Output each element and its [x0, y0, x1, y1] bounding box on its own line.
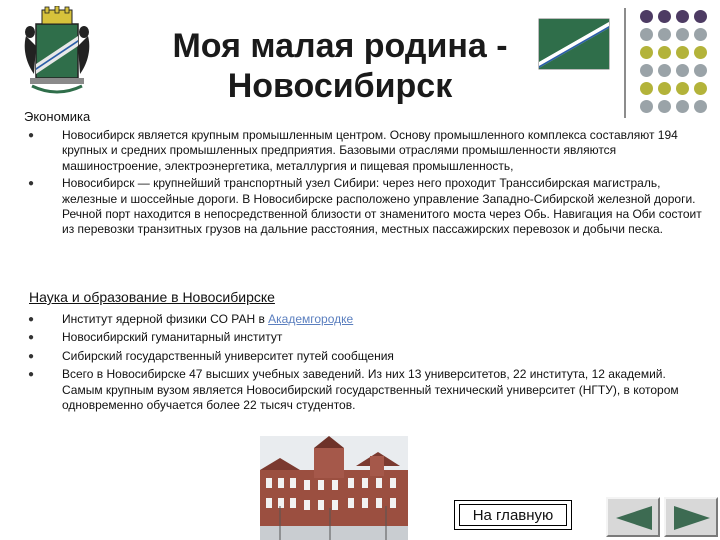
home-button-label: На главную: [459, 504, 567, 526]
arrow-left-icon: [614, 504, 654, 532]
bullet-icon: ●: [28, 314, 35, 325]
decorative-dot: [694, 100, 707, 113]
bullet-icon: ●: [28, 178, 35, 190]
decorative-dots: [636, 10, 716, 120]
bullet-icon: ●: [28, 130, 35, 141]
decorative-dot: [640, 64, 653, 77]
decorative-dot: [658, 46, 671, 59]
decorative-dot: [640, 46, 653, 59]
economy-list: [24, 128, 704, 238]
bullet-icon: ●: [28, 332, 35, 344]
flag-image: [538, 18, 610, 70]
decorative-dot: [694, 46, 707, 59]
coat-of-arms-image: [22, 6, 92, 102]
list-item: ● Всего в Новосибирске 47 высших учебных заведений. Из них 13 университетов, 22 института, 12 академий. Самым крупным вузом является Новосибирский государственный технический университет (НГТУ), в котором одновременно обучается более 22 тысяч студентов.: [28, 367, 679, 413]
akademgorodok-link[interactable]: Академгородке: [268, 312, 354, 326]
bullet-icon: ●: [28, 369, 35, 381]
list-item: ● Новосибирск — крупнейший транспортный узел Сибири: через него проходит Транссибирская магистраль, железные и шоссейные дороги. В Новосибирске расположено управление Западно-Сибирской железной дороги. Речной порт находится в непосредственной близости от знаменитого моста через Обь. Навигация на Оби состоит из перевозки транзитных грузов на дальние расстояния, местных пассажирских перевозок и добычи песка.: [28, 176, 702, 237]
decorative-dot: [676, 82, 689, 95]
university-building-photo: [260, 436, 408, 540]
decorative-dot: [658, 64, 671, 77]
bullet-icon: ●: [28, 350, 35, 362]
decorative-dot: [658, 100, 671, 113]
divider-line: [624, 8, 626, 118]
arrow-right-icon: [672, 504, 712, 532]
list-item: ● Сибирский государственный университет путей сообщения: [28, 348, 394, 363]
decorative-dot: [676, 10, 689, 23]
decorative-dot: [640, 28, 653, 41]
decorative-dot: [694, 64, 707, 77]
decorative-dot: [676, 28, 689, 41]
science-list: [24, 312, 704, 413]
economy-heading: Экономика: [24, 109, 91, 124]
home-button[interactable]: [454, 500, 572, 530]
decorative-dot: [658, 28, 671, 41]
decorative-dot: [658, 10, 671, 23]
decorative-dot: [640, 82, 653, 95]
decorative-dot: [676, 46, 689, 59]
decorative-dot: [640, 100, 653, 113]
prev-slide-button[interactable]: [606, 497, 660, 537]
science-heading: Наука и образование в Новосибирске: [29, 289, 275, 305]
decorative-dot: [694, 10, 707, 23]
list-item: ● Новосибирский гуманитарный институт: [28, 330, 283, 345]
decorative-dot: [694, 28, 707, 41]
decorative-dot: [658, 82, 671, 95]
list-item: ● Институт ядерной физики СО РАН в Академгородке: [28, 312, 354, 326]
decorative-dot: [676, 100, 689, 113]
list-item: ● Новосибирск является крупным промышленным центром. Основу промышленного комплекса составляют 194 крупных и средних промышленных предприятия. Базовыми отраслями промышленности являются машиностроение, электроэнергетика, металлургия и пищевая промышленность,: [28, 128, 678, 173]
decorative-dot: [694, 82, 707, 95]
page-title: Моя малая родина - Новосибирск: [172, 27, 508, 105]
decorative-dot: [640, 10, 653, 23]
next-slide-button[interactable]: [664, 497, 718, 537]
decorative-dot: [676, 64, 689, 77]
